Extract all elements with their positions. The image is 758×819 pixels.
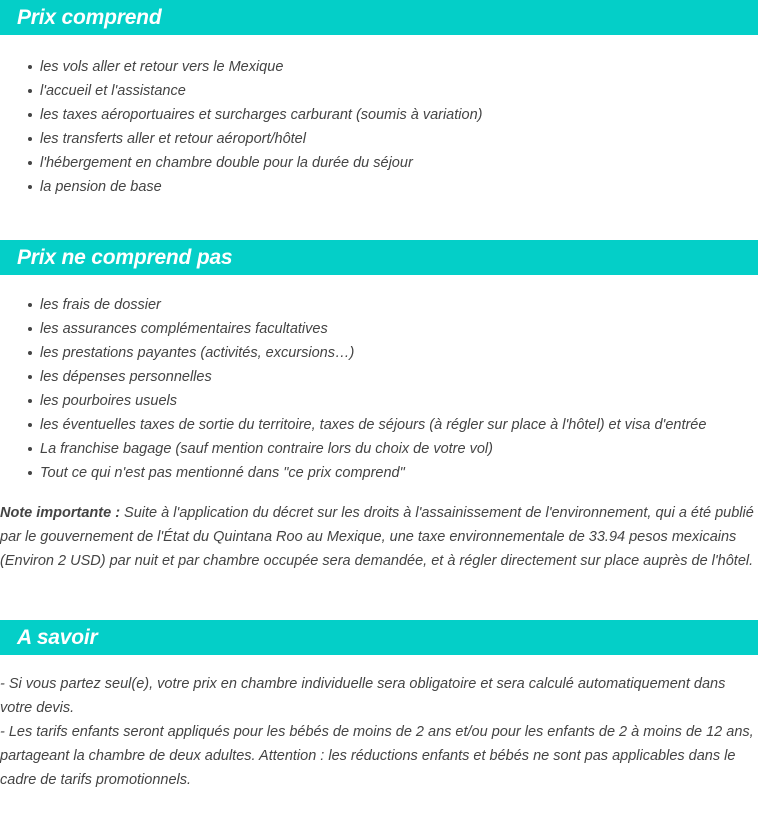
bullet-icon xyxy=(28,303,32,307)
important-note-label: Note importante : xyxy=(0,505,121,521)
list-item xyxy=(0,175,758,199)
list-item-label: Tout ce qui n'est pas mentionné dans "ce prix comprend" xyxy=(40,465,405,481)
list-item xyxy=(0,79,758,103)
bullet-icon xyxy=(28,399,32,403)
list-item xyxy=(0,461,758,485)
section-spacer xyxy=(0,199,758,240)
list-item-label: la pension de base xyxy=(40,179,162,195)
list-item-label: les vols aller et retour vers le Mexique xyxy=(40,59,284,75)
bullet-icon xyxy=(28,113,32,117)
bullet-icon xyxy=(28,185,32,189)
bullet-icon xyxy=(28,351,32,355)
list-item xyxy=(0,151,758,175)
list-item-label: les prestations payantes (activités, excursions…) xyxy=(40,345,355,361)
section-header-prix-ne-comprend-pas xyxy=(0,240,758,275)
section-body-prix-ne-comprend-pas xyxy=(0,275,758,485)
list-item xyxy=(0,365,758,389)
list-item xyxy=(0,437,758,461)
important-note-text xyxy=(0,501,758,573)
list-item xyxy=(0,317,758,341)
bullet-icon xyxy=(28,423,32,427)
bullet-icon xyxy=(28,137,32,141)
list-item xyxy=(0,293,758,317)
list-item-label: les pourboires usuels xyxy=(40,393,178,409)
list-item xyxy=(0,55,758,79)
bullet-icon xyxy=(28,471,32,475)
section-title: A savoir xyxy=(17,626,98,649)
list-item-label: les assurances complémentaires facultatives xyxy=(40,321,328,337)
list-item xyxy=(0,413,758,437)
bullet-icon xyxy=(28,89,32,93)
list-item xyxy=(0,103,758,127)
savoir-paragraph: - Si vous partez seul(e), votre prix en chambre individuelle sera obligatoire et sera calculé automatiquement dans votre devis. xyxy=(0,676,726,716)
list-item-label: La franchise bagage (sauf mention contraire lors du choix de votre vol) xyxy=(40,441,493,457)
section-title: Prix comprend xyxy=(17,6,162,29)
list-item-label: les éventuelles taxes de sortie du territoire, taxes de séjours (à régler sur place à l'hôtel) et visa d'entrée xyxy=(40,417,707,433)
bullet-icon xyxy=(28,65,32,69)
list-item-label: les frais de dossier xyxy=(40,297,161,313)
list-item-label: les taxes aéroportuaires et surcharges carburant (soumis à variation) xyxy=(40,107,483,123)
included-list xyxy=(0,55,758,199)
bullet-icon xyxy=(28,375,32,379)
bullet-icon xyxy=(28,327,32,331)
important-note-body: Suite à l'application du décret sur les droits à l'assainissement de l'environnement, qui a été publié par le gouvernement de l'État du Quintana Roo au Mexique, une taxe environnementale de 33.94 pesos mexicains (Environ 2 USD) par nuit et par chambre occupée sera demandée, et à régler directement sur place auprès de l'hôtel. xyxy=(0,505,754,569)
list-item-label: l'hébergement en chambre double pour la durée du séjour xyxy=(40,155,413,171)
section-spacer xyxy=(0,573,758,620)
section-header-a-savoir xyxy=(0,620,758,655)
list-item-label: les transferts aller et retour aéroport/hôtel xyxy=(40,131,306,147)
list-item-label: les dépenses personnelles xyxy=(40,369,212,385)
list-item-label: l'accueil et l'assistance xyxy=(40,83,186,99)
bullet-icon xyxy=(28,161,32,165)
section-body-prix-comprend xyxy=(0,35,758,199)
section-body-a-savoir xyxy=(0,655,758,792)
excluded-list xyxy=(0,293,758,485)
section-header-prix-comprend xyxy=(0,0,758,35)
list-item xyxy=(0,389,758,413)
list-item xyxy=(0,341,758,365)
bullet-icon xyxy=(28,447,32,451)
list-item xyxy=(0,127,758,151)
section-title: Prix ne comprend pas xyxy=(17,246,233,269)
important-note xyxy=(0,485,758,573)
savoir-paragraph: - Les tarifs enfants seront appliqués pour les bébés de moins de 2 ans et/ou pour les enfants de 2 à moins de 12 ans, partageant la chambre de deux adultes. Attention : les réductions enfants et bébés ne sont pas applicables dans le cadre de tarifs promotionnels. xyxy=(0,724,754,788)
